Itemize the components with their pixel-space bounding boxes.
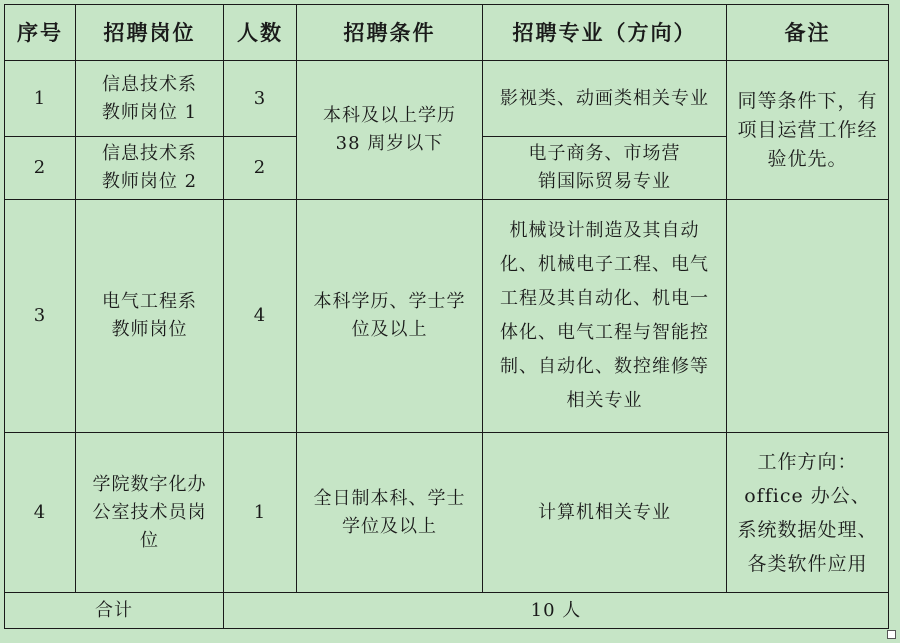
cell-remark: 工作方向：office 办公、系统数据处理、各类软件应用 [727,433,889,593]
header-major: 招聘专业（方向） [483,5,727,61]
total-label: 合计 [5,593,224,629]
cell-count: 1 [224,433,297,593]
table-row [5,433,889,593]
cell-no: 2 [5,137,76,200]
cell-post: 电气工程系教师岗位 [76,200,224,433]
header-count: 人数 [224,5,297,61]
resize-handle[interactable] [887,630,896,639]
cell-condition-merged: 本科及以上学历38 周岁以下 [297,61,483,200]
cell-post: 信息技术系教师岗位 1 [76,61,224,137]
cell-major: 影视类、动画类相关专业 [483,61,727,137]
cell-no: 4 [5,433,76,593]
cell-remark [727,200,889,433]
header-remark: 备注 [727,5,889,61]
table-row [5,61,889,137]
total-value: 10 人 [224,593,889,629]
cell-major: 机械设计制造及其自动化、机械电子工程、电气工程及其自动化、机电一体化、电气工程与智能控制、自动化、数控维修等相关专业 [483,200,727,433]
total-row [5,593,889,629]
cell-condition: 全日制本科、学士学位及以上 [297,433,483,593]
cell-no: 1 [5,61,76,137]
header-condition: 招聘条件 [297,5,483,61]
cell-count: 4 [224,200,297,433]
header-row [5,5,889,61]
cell-condition: 本科学历、学士学位及以上 [297,200,483,433]
table-row [5,200,889,433]
header-post: 招聘岗位 [76,5,224,61]
header-no: 序号 [5,5,76,61]
cell-count: 2 [224,137,297,200]
cell-major: 电子商务、市场营销国际贸易专业 [483,137,727,200]
cell-post: 学院数字化办公室技术员岗位 [76,433,224,593]
recruitment-table [4,4,889,629]
cell-major: 计算机相关专业 [483,433,727,593]
cell-count: 3 [224,61,297,137]
cell-post: 信息技术系教师岗位 2 [76,137,224,200]
cell-remark-merged: 同等条件下，有项目运营工作经验优先。 [727,61,889,200]
cell-no: 3 [5,200,76,433]
